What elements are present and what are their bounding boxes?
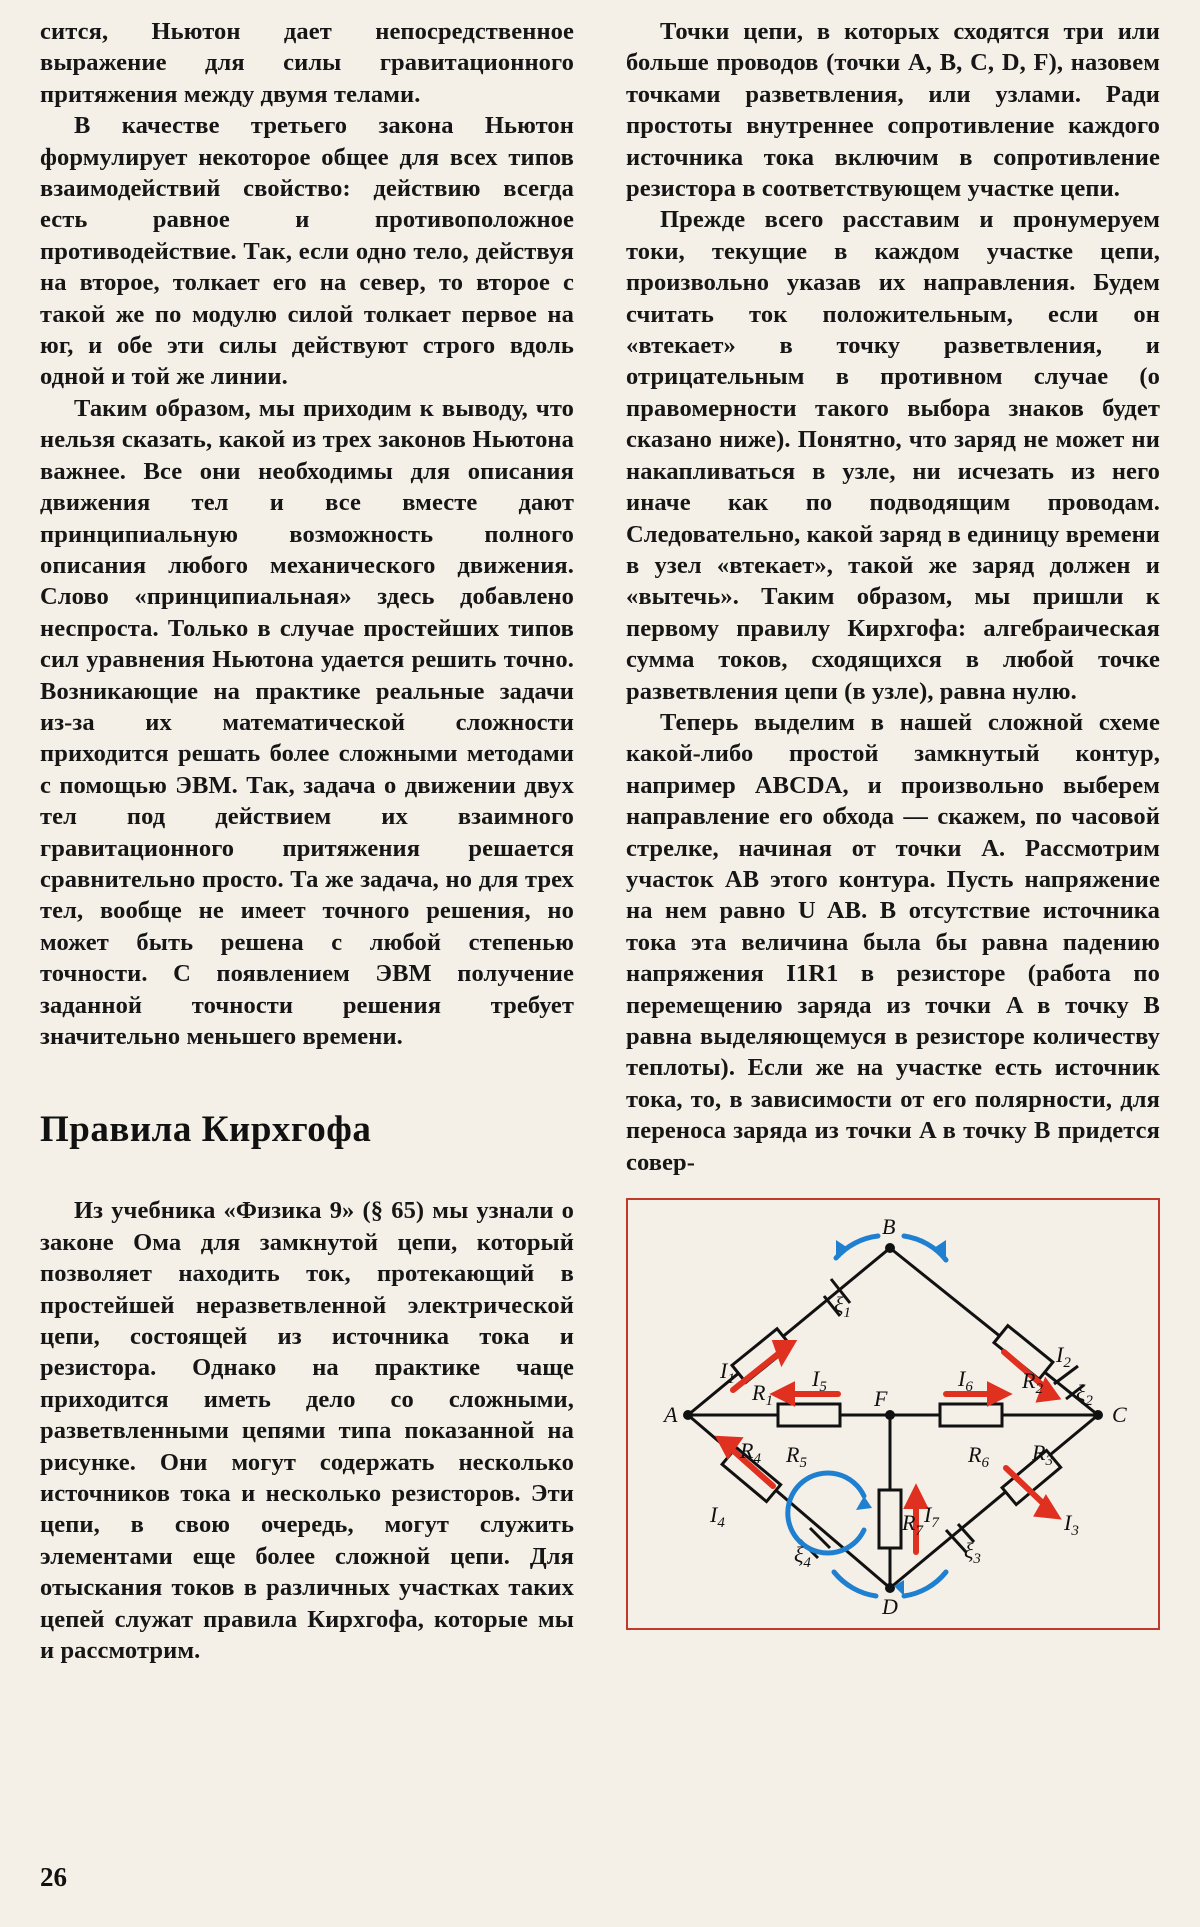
current-label-I2: $I_2$ bbox=[1056, 1342, 1071, 1372]
source-label-e4: $\xi_4$ bbox=[794, 1542, 811, 1572]
current-label-I1: $I_1$ bbox=[720, 1358, 735, 1388]
node-label-A: A bbox=[664, 1402, 678, 1428]
source-label-e1: $\xi_1$ bbox=[834, 1292, 851, 1322]
page-number: 26 bbox=[40, 1862, 67, 1892]
source-label-e3: $\xi_3$ bbox=[964, 1538, 981, 1568]
current-label-I6: $I_6$ bbox=[958, 1366, 973, 1396]
current-label-I7: $I_7$ bbox=[924, 1502, 939, 1532]
node-label-F: F bbox=[874, 1386, 888, 1412]
current-label-I3: $I_3$ bbox=[1064, 1510, 1079, 1540]
section-heading: Правила Кирхгофа bbox=[40, 1109, 372, 1151]
node-label-C: C bbox=[1112, 1402, 1127, 1428]
paragraph: Из учебника «Физика 9» (§ 65) мы узнали о законе Ома для замкнутой цепи, который позволяет находить ток, протекающий в простейшей неразветвленной электрической цепи, состоящей из источника тока и резистора. Однако на практике чаще приходится иметь дело со сложными, разветвленными цепями типа показанной на рисунке. Они могут содержать несколько источников тока и несколько резисторов. Эти цепи, в свою очередь, могут служить элементами еще более сложной цепи. Для отыскания токов в различных участках таких цепей служат правила Кирхгофа, которые мы и рассмотрим. bbox=[40, 1197, 574, 1665]
resistor-label-R4: $R_4$ bbox=[740, 1438, 761, 1468]
resistor-label-R1: $R_1$ bbox=[752, 1380, 773, 1410]
source-label-e2: $\xi_2$ bbox=[1076, 1380, 1093, 1410]
circuit-figure bbox=[626, 1198, 1160, 1630]
resistor-label-R3: $R_3$ bbox=[1032, 1440, 1053, 1470]
node-label-B: B bbox=[882, 1214, 896, 1240]
left-column bbox=[40, 16, 574, 1667]
node-label-D: D bbox=[882, 1594, 898, 1620]
two-column-layout bbox=[40, 16, 1160, 1667]
resistor-label-R6: $R_6$ bbox=[968, 1442, 989, 1472]
current-label-I5: $I_5$ bbox=[812, 1366, 827, 1396]
paragraph: Теперь выделим в нашей сложной схеме какой-либо простой замкнутый контур, например ABCDA, и произвольно выберем направление его обхода — скажем, по часовой стрелке, начиная от точки A. Рассмотрим участок AB этого контура. Пусть напряжение на нем равно U AB. В отсутствие источника тока эта величина была бы равна падению напряжения I1R1 в резисторе (работа по перемещению заряда из точки A в точку B равна выделяющемуся в резисторе количеству теплоты). Если же на участке есть источник тока, то, в зависимости от его полярности, для переноса заряда из точки A в точку B придется совер- bbox=[626, 708, 1160, 1176]
current-label-I4: $I_4$ bbox=[710, 1502, 725, 1532]
paragraph: В качестве третьего закона Ньютон формулирует некоторое общее для всех типов взаимодействий свойство: действию всегда есть равное и противоположное противодействие. Так, если одно тело, действуя на второе, толкает его на север, то второе с такой же по модулю силой толкает первое на юг, и обе эти силы действуют строго вдоль одной и той же линии. bbox=[40, 112, 574, 391]
paragraph: Прежде всего расставим и пронумеруем токи, текущие в каждом участке цепи, произвольно указав их направления. Будем считать ток положительным, если он «втекает» в точку разветвления, и отрицательным в противном случае (о правомерности такого выбора знаков будет сказано ниже). Понятно, что заряд не может ни накапливаться в узле, ни исчезать из него иначе как по подводящим проводам. Следовательно, какой заряд в единицу времени в узел «втекает», такой же заряд должен и «вытечь». Таким образом, мы пришли к первому правилу Кирхгофа: алгебраическая сумма токов, сходящихся в любой точке разветвления цепи (в узле), равна нулю. bbox=[626, 206, 1160, 705]
resistor-label-R2: $R_2$ bbox=[1022, 1368, 1043, 1398]
paragraph: сится, Ньютон дает непосредственное выражение для силы гравитационного притяжения между двумя телами. bbox=[40, 18, 574, 108]
paragraph: Таким образом, мы приходим к выводу, что нельзя сказать, какой из трех законов Ньютона важнее. Все они необходимы для описания движения тел и все вместе дают принципиальную возможность полного описания любого механического движения. Слово «принципиальная» здесь добавлено неспроста. Только в случае простейших типов сил уравнения Ньютона удается решить точно. Возникающие на практике реальные задачи из-за их математической сложности приходится решать более сложными методами с помощью ЭВМ. Так, задача о движении двух тел под действием их взаимного гравитационного притяжения решается сравнительно просто. Та же задача, но для трех тел, вообще не имеет точного решения, но может быть решена с любой степенью точности. С появлением ЭВМ получение заданной точности решения требует значительно меньшего времени. bbox=[40, 394, 574, 1050]
right-column bbox=[626, 16, 1160, 1667]
resistor-label-R5: $R_5$ bbox=[786, 1442, 807, 1472]
paragraph: Точки цепи, в которых сходятся три или больше проводов (точки A, B, C, D, F), назовем точками разветвления, или узлами. Ради простоты внутреннее сопротивление каждого источника тока включим в сопротивление резистора в соответствующем участке цепи. bbox=[626, 18, 1160, 203]
resistor-label-R7: $R_7$ bbox=[902, 1510, 923, 1540]
